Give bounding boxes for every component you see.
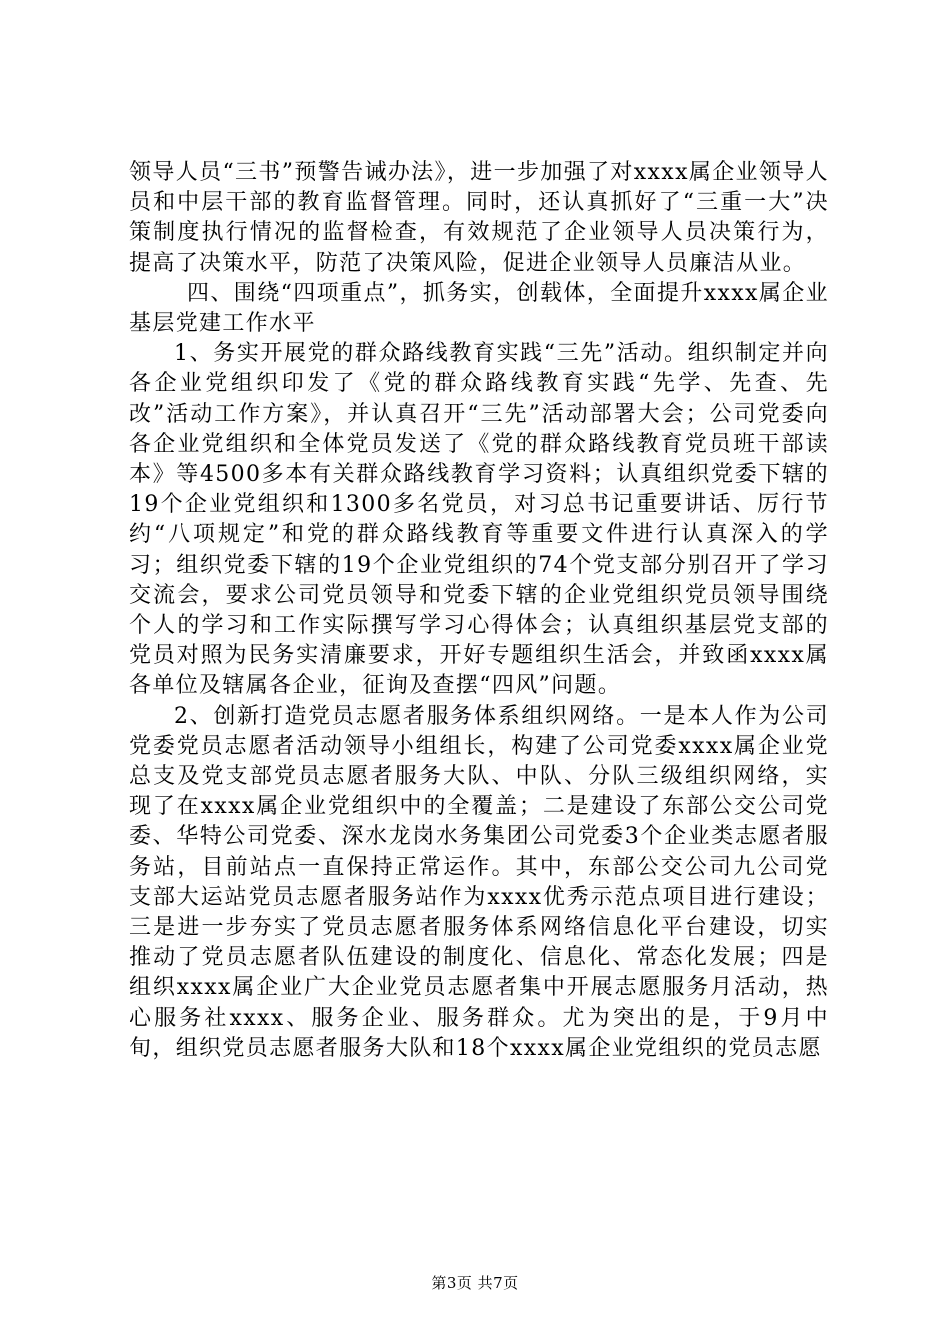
paragraph-item-two: 2、创新打造党员志愿者服务体系组织网络。一是本人作为公司党委党员志愿者活动领导小组组长，构建了公司党委xxxx属企业党总支及党支部党员志愿者服务大队、中队、分队三级组织网络，实现了在xxxx属企业党组织中的全覆盖；二是建设了东部公交公司党委、华特公司党委、深水龙岗水务集团公司党委3个企业类志愿者服务站，目前站点一直保持正常运作。其中，东部公交公司九公司党支部大运站党员志愿者服务站作为xxxx优秀示范点项目进行建设；三是进一步夯实了党员志愿者服务体系网络信息化平台建设，切实推动了党员志愿者队伍建设的制度化、信息化、常态化发展；四是组织xxxx属企业广大企业党员志愿者集中开展志愿服务月活动，热心服务社xxxx、服务企业、服务群众。尤为突出的是，于9月中旬，组织党员志愿者服务大队和18个xxxx属企业党组织的党员志愿	[129, 703, 829, 1061]
paragraph-item-one: 1、务实开展党的群众路线教育实践“三先”活动。组织制定并向各企业党组织印发了《党的群众路线教育实践“先学、先查、先改”活动工作方案》，并认真召开“三先”活动部署大会；公司党委向各企业党组织和全体党员发送了《党的群众路线教育党员班干部读本》等4500多本有关群众路线教育学习资料；认真组织党委下辖的19个企业党组织和1300多名党员，对习总书记重要讲话、厉行节约“八项规定”和党的群众路线教育等重要文件进行认真深入的学习；组织党委下辖的19个企业党组织的74个党支部分别召开了学习交流会，要求公司党员领导和党委下辖的企业党组织党员领导围绕个人的学习和工作实际撰写学习心得体会；认真组织基层党支部的党员对照为民务实清廉要求，开好专题组织生活会，并致函xxxx属各单位及辖属各企业，征询及查摆“四风”问题。	[129, 341, 829, 699]
section-heading-four: 四、围绕“四项重点”，抓务实，创载体，全面提升xxxx属企业基层党建工作水平	[129, 280, 829, 337]
paragraph-continuation: 领导人员“三书”预警告诫办法》，进一步加强了对xxxx属企业领导人员和中层干部的教育监督管理。同时，还认真抓好了“三重一大”决策制度执行情况的监督检查，有效规范了企业领导人员决策行为，提高了决策水平，防范了决策风险，促进企业领导人员廉洁从业。	[129, 160, 829, 276]
document-body	[129, 158, 829, 1064]
page-number-footer: 第3页 共7页	[431, 1274, 519, 1292]
